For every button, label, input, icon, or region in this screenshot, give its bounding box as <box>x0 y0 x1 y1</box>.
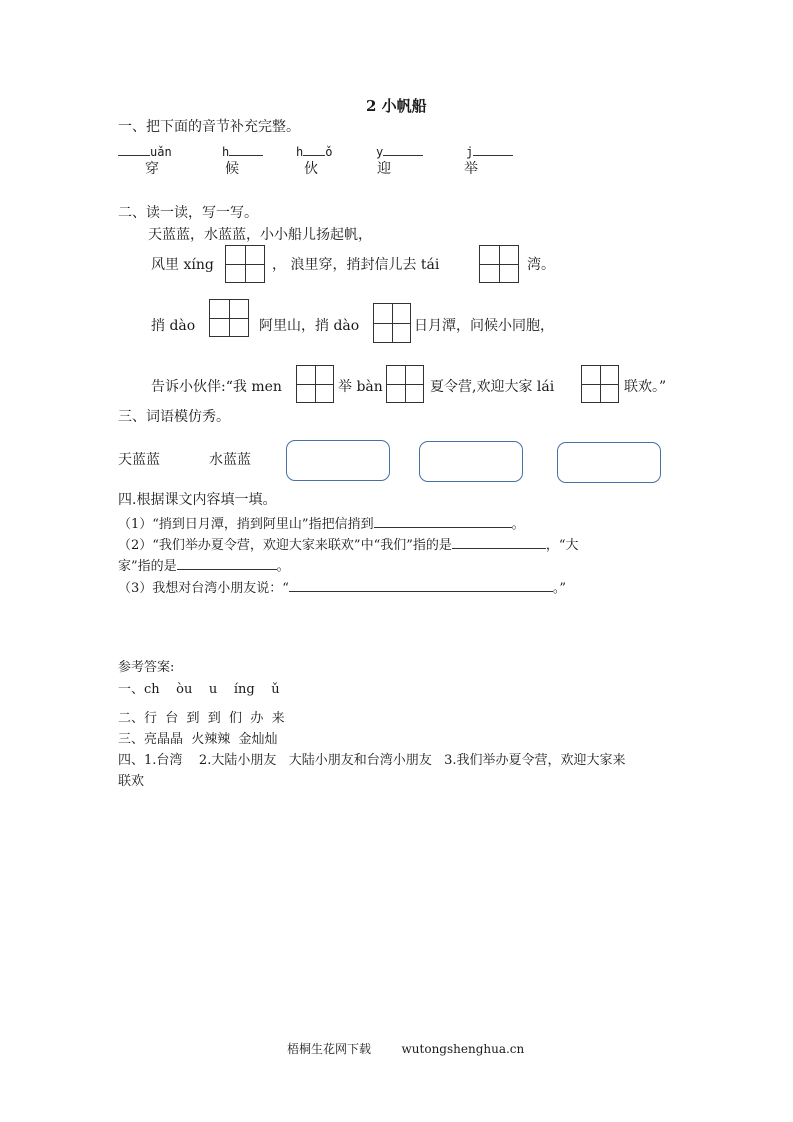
blank[interactable] <box>473 143 513 156</box>
q2-line4-b: 举 bàn <box>338 379 383 395</box>
blank[interactable] <box>118 143 150 156</box>
q4-heading: 四.根据课文内容填一填。 <box>118 492 277 508</box>
q1-char-2: 候 <box>225 161 239 177</box>
blank[interactable] <box>374 515 512 528</box>
q1-syllable-5: j <box>466 143 513 158</box>
blank[interactable] <box>303 143 325 156</box>
q1-char-4: 迎 <box>377 161 391 177</box>
page-title: 2 小帆船 <box>366 97 427 115</box>
blank[interactable] <box>177 557 277 570</box>
writing-grid[interactable] <box>386 365 424 403</box>
q1-char-1: 穿 <box>145 161 159 177</box>
q4-item1: （1）“捎到日月潭，捎到阿里山”指把信捎到 。 <box>118 517 525 532</box>
q3-word2: 水蓝蓝 <box>209 452 251 468</box>
q1-heading: 一、把下面的音节补充完整。 <box>118 119 300 135</box>
answer-1: 一、ch òu u íng ǔ <box>118 682 280 697</box>
answers-heading: 参考答案: <box>118 660 175 675</box>
q2-line3-c: 日月潭，问候小同胞， <box>414 318 554 334</box>
answer-box[interactable] <box>419 441 523 482</box>
q2-line4-d: 联欢。” <box>624 379 667 395</box>
answer-4: 四、1.台湾 2.大陆小朋友 大陆小朋友和台湾小朋友 3.我们举办夏令营，欢迎大家来 <box>118 753 626 768</box>
answer-3: 三、亮晶晶 火辣辣 金灿灿 <box>118 732 278 747</box>
answer-2: 二、行 台 到 到 们 办 来 <box>118 711 285 726</box>
blank[interactable] <box>383 143 423 156</box>
answer-box[interactable] <box>557 442 661 483</box>
q2-line4-a: 告诉小伙伴:“我 men <box>151 379 282 395</box>
q1-syllable-3: h ǒ <box>296 145 333 159</box>
q4-item2: （2）“我们举办夏令营，欢迎大家来联欢”中“我们”指的是 ，“大 <box>118 538 579 553</box>
writing-grid[interactable] <box>373 303 411 343</box>
blank[interactable] <box>452 536 546 549</box>
q2-line2-b: ， 浪里穿，捎封信儿去 tái <box>272 257 440 273</box>
q2-line4-c: 夏令营,欢迎大家 lái <box>430 379 555 395</box>
q4-item3: （3）我想对台湾小朋友说：“ 。” <box>118 581 567 596</box>
footer: 梧桐生花网下载 wutongshenghua.cn <box>287 1042 525 1056</box>
q2-line3-b: 阿里山，捎 dào <box>259 318 360 334</box>
q2-line2-c: 湾。 <box>527 257 555 273</box>
blank[interactable] <box>289 579 553 592</box>
writing-grid[interactable] <box>296 365 334 403</box>
q4-item2-cont: 家”指的是 。 <box>118 559 290 574</box>
q1-char-3: 伙 <box>304 161 318 177</box>
q3-heading: 三、词语模仿秀。 <box>118 409 230 425</box>
answer-4-cont: 联欢 <box>118 774 145 789</box>
q2-line3-a: 捎 dào <box>151 318 196 334</box>
q1-syllable-4: y <box>376 143 423 158</box>
writing-grid[interactable] <box>479 245 519 283</box>
q1-syllable-1: uǎn <box>118 143 172 158</box>
q1-char-5: 举 <box>464 161 478 177</box>
q2-heading: 二、读一读，写一写。 <box>118 205 258 221</box>
writing-grid[interactable] <box>581 365 619 403</box>
q2-line2-a: 风里 xíng <box>151 257 214 273</box>
answer-box[interactable] <box>286 440 390 481</box>
writing-grid[interactable] <box>225 245 265 283</box>
q3-word1: 天蓝蓝 <box>118 452 160 468</box>
q2-line1: 天蓝蓝，水蓝蓝，小小船儿扬起帆， <box>148 227 372 243</box>
q1-syllable-2: h <box>222 143 263 158</box>
blank[interactable] <box>229 143 263 156</box>
writing-grid[interactable] <box>209 299 249 337</box>
